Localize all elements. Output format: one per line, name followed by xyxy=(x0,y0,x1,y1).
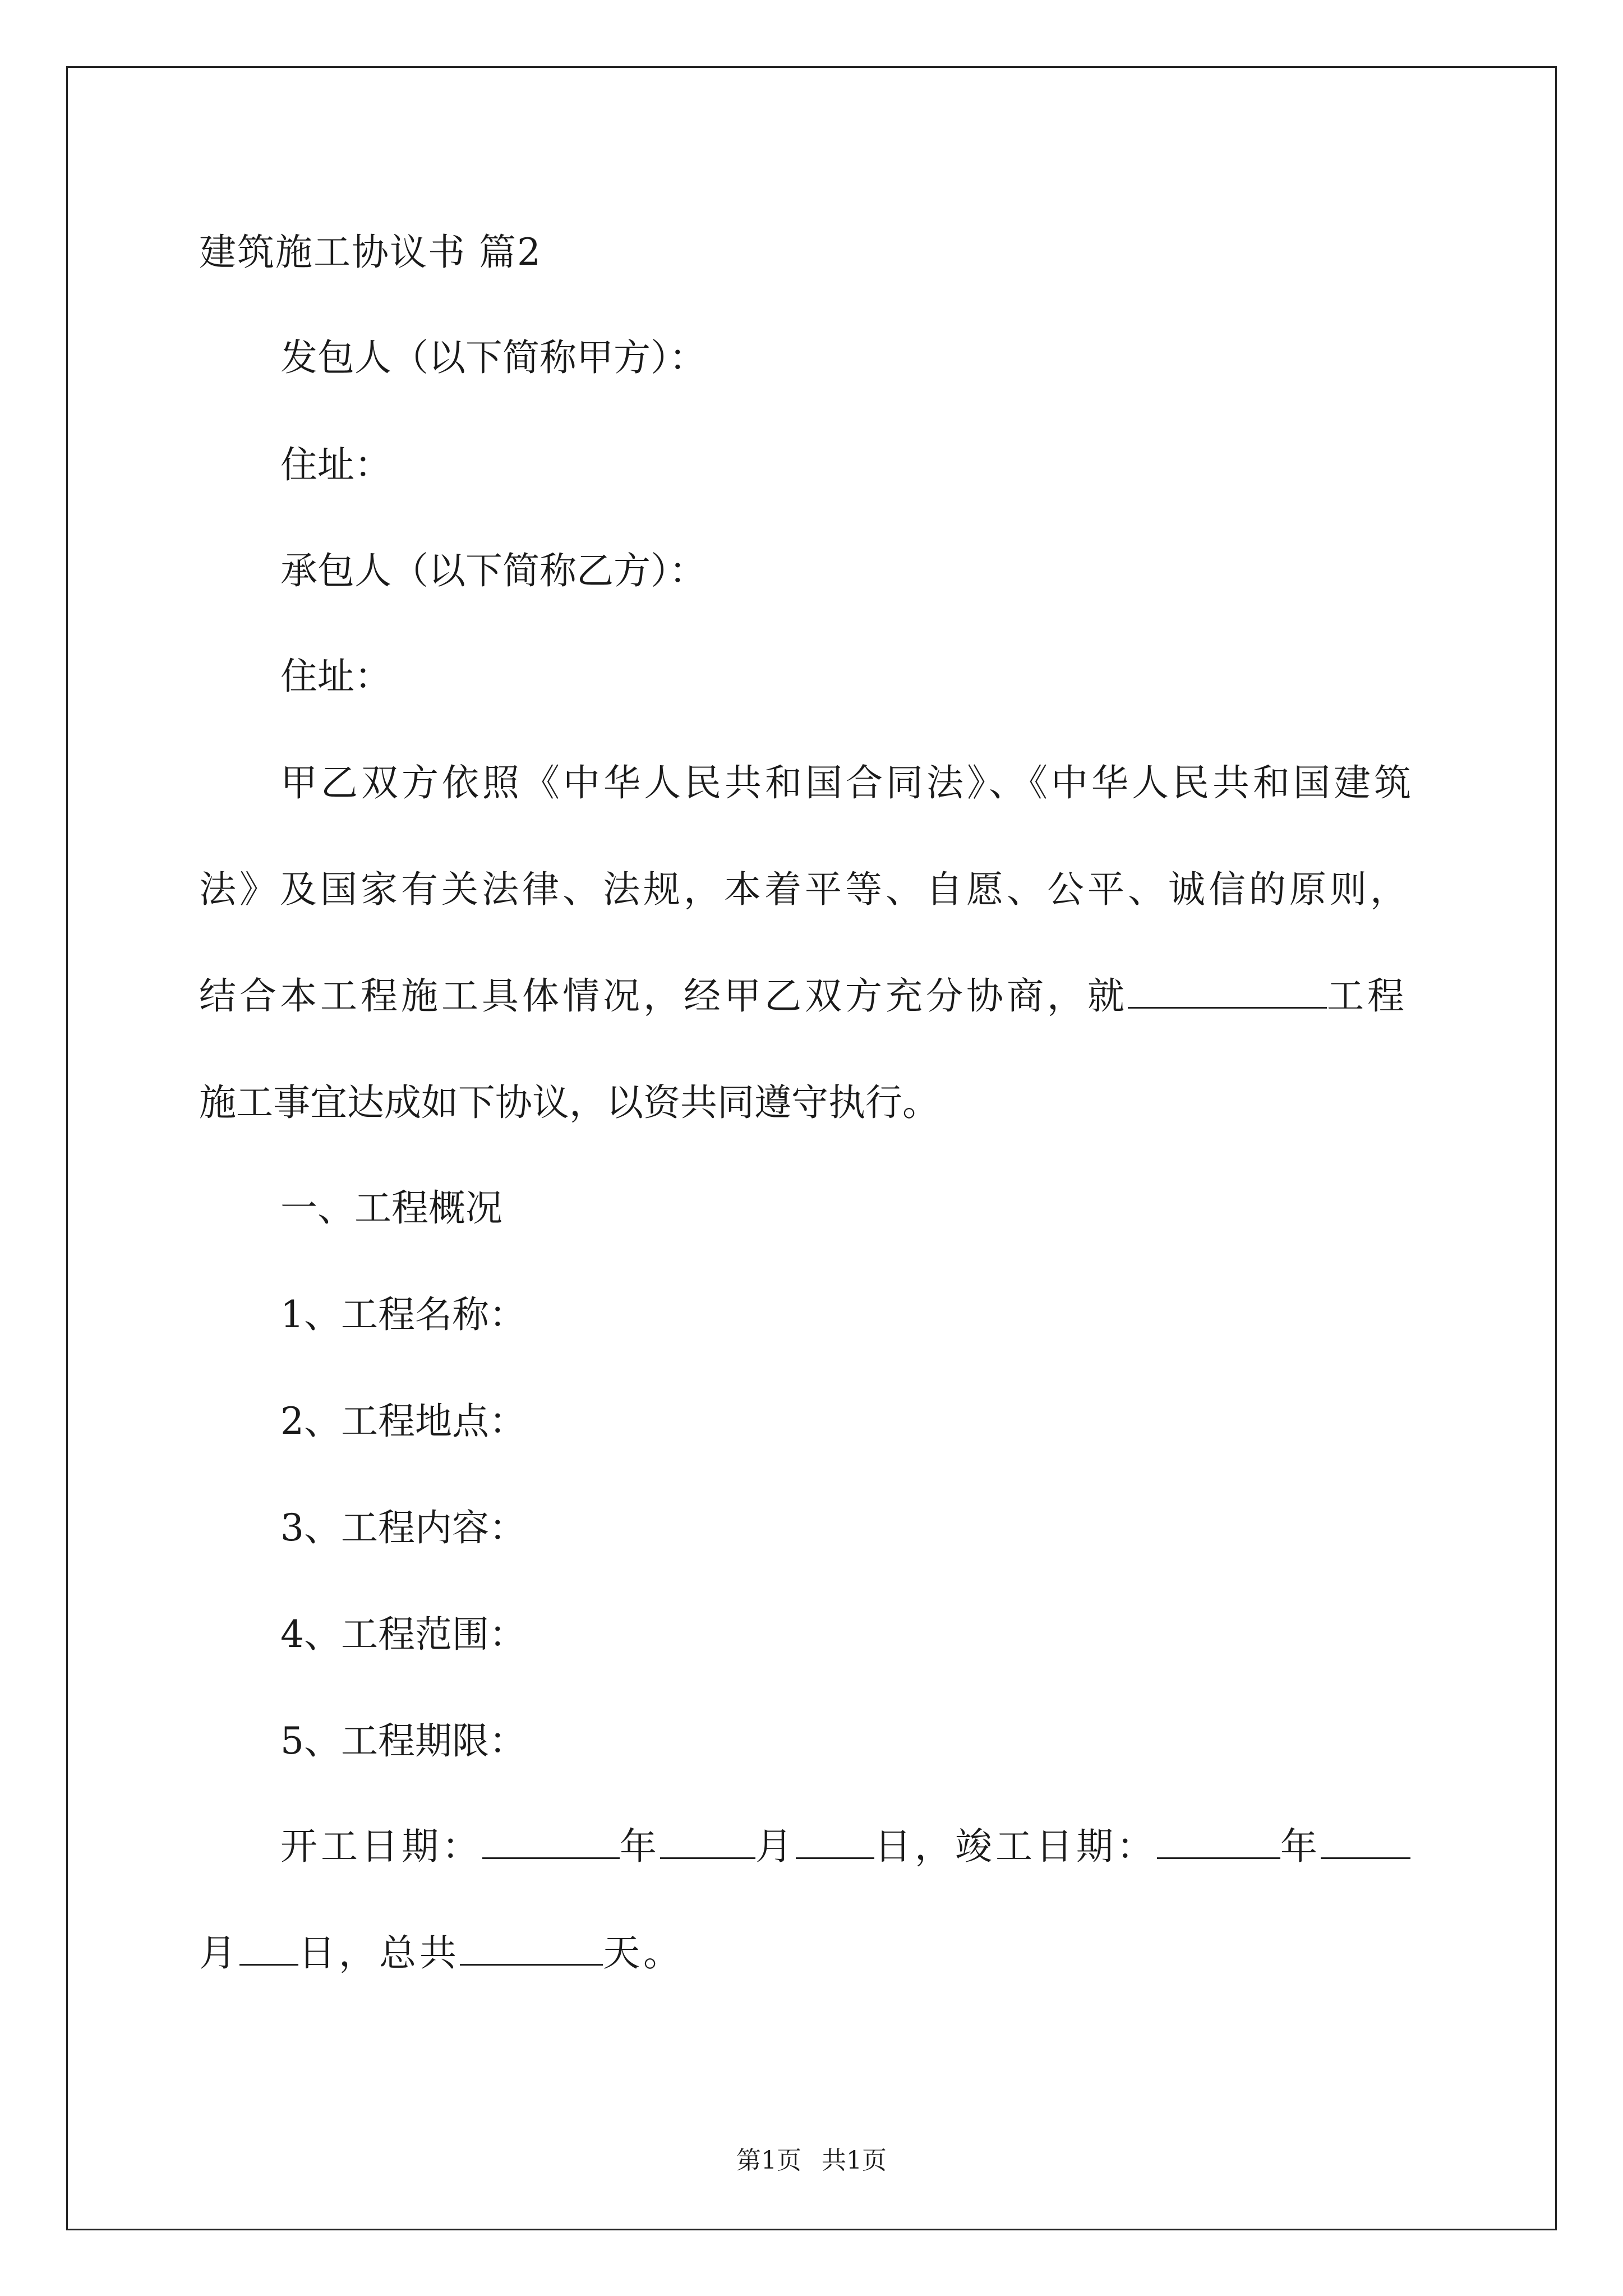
item-project-content: 3、工程内容： xyxy=(280,1506,526,1549)
total-days-blank[interactable] xyxy=(460,1932,603,1966)
contractor-address-line: 住址： xyxy=(280,655,391,698)
item-project-name: 1、工程名称： xyxy=(280,1293,526,1336)
paragraph-line: 施工事宜达成如下协议，以资共同遵守执行。 xyxy=(199,1081,939,1124)
dates-line xyxy=(199,1925,684,1981)
paragraph-line xyxy=(199,968,1408,1024)
dates-line xyxy=(280,1819,1410,1875)
document-title: 建筑施工协议书 篇2 xyxy=(199,231,542,274)
project-name-blank[interactable] xyxy=(1128,976,1327,1009)
section-heading: 一、工程概况 xyxy=(280,1186,502,1230)
paragraph-text: 工程 xyxy=(1327,974,1408,1018)
paragraph-line: 甲乙双方依照《中华人民共和国合同法》、《中华人民共和国建筑 xyxy=(280,761,1414,804)
paragraph-text: 结合本工程施工具体情况，经甲乙双方充分协商，就 xyxy=(199,974,1128,1018)
item-project-scope: 4、工程范围： xyxy=(280,1613,526,1656)
end-day-blank[interactable] xyxy=(239,1932,298,1966)
total-label: 日，总共 xyxy=(298,1931,460,1975)
month-label: 月 xyxy=(199,1931,239,1975)
item-project-duration: 5、工程期限： xyxy=(280,1719,526,1763)
end-date-label: 日，竣工日期： xyxy=(874,1825,1157,1868)
year-label: 年 xyxy=(620,1825,660,1868)
employer-address-line: 住址： xyxy=(280,443,391,486)
start-year-blank[interactable] xyxy=(482,1826,620,1859)
end-month-blank[interactable] xyxy=(1321,1826,1410,1859)
year-label: 年 xyxy=(1280,1825,1321,1868)
start-date-label: 开工日期： xyxy=(280,1825,482,1868)
days-label: 天。 xyxy=(603,1931,684,1975)
month-label: 月 xyxy=(755,1825,796,1868)
contractor-line: 承包人（以下简称乙方）： xyxy=(280,549,706,592)
item-project-location: 2、工程地点： xyxy=(280,1400,526,1443)
page-total: 共1页 xyxy=(822,2146,887,2175)
paragraph-line: 法》及国家有关法律、法规，本着平等、自愿、公平、诚信的原则， xyxy=(199,868,1410,911)
start-month-blank[interactable] xyxy=(660,1826,755,1859)
end-year-blank[interactable] xyxy=(1157,1826,1280,1859)
employer-line: 发包人（以下简称甲方）： xyxy=(280,336,706,379)
page-number: 第1页 xyxy=(736,2146,801,2175)
start-day-blank[interactable] xyxy=(796,1826,874,1859)
page-footer xyxy=(0,2144,1623,2178)
page-border xyxy=(66,66,1557,2230)
